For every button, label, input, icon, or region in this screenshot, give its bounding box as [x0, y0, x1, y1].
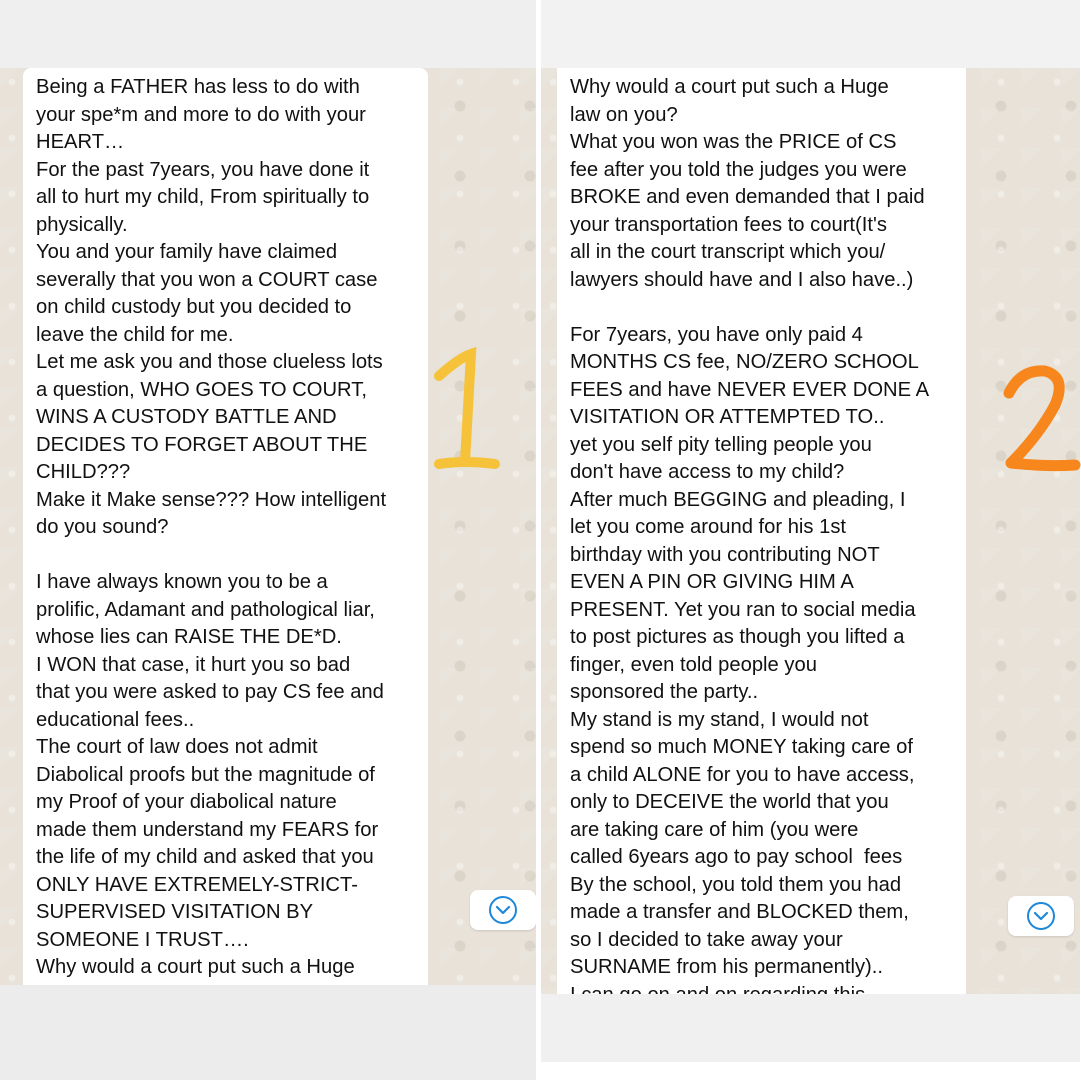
message-line: whose lies can RAISE THE DE*D.	[36, 626, 342, 648]
message-line: I WON that case, it hurt you so bad	[36, 653, 351, 676]
message-line: Why would a court put such a Huge	[570, 76, 889, 98]
message-line: HEART…	[36, 131, 125, 153]
message-line: You and your family have claimed	[36, 241, 338, 263]
message-line: all in the court transcript which you/	[570, 241, 886, 263]
message-line: ONLY HAVE EXTREMELY-STRICT-	[36, 873, 358, 896]
message-line: My stand is my stand, I would not	[570, 708, 869, 731]
message-line: are taking care of him (you were	[570, 818, 859, 841]
message-line: After much BEGGING and pleading, I	[570, 488, 906, 511]
message-line: Why would a court put such a Huge	[36, 956, 355, 978]
message-line	[36, 542, 416, 570]
message-line: that you were asked to pay CS fee and	[36, 681, 384, 703]
top-margin-right	[541, 0, 1080, 68]
message-line: sponsored the party..	[570, 681, 759, 703]
message-line: the life of my child and asked that you	[36, 846, 374, 868]
message-line: educational fees..	[36, 708, 195, 731]
message-line: SOMEONE I TRUST….	[36, 928, 249, 951]
message-line: SURNAME from his permanently)..	[570, 956, 883, 978]
message-line: DECIDES TO FORGET ABOUT THE	[36, 433, 368, 456]
message-line: For the past 7years, you have done it	[36, 158, 370, 181]
message-line: severally that you won a COURT case	[36, 268, 378, 291]
message-bubble-two	[557, 68, 966, 994]
message-line: Diabolical proofs but the magnitude of	[36, 763, 375, 786]
message-line: FEES and have NEVER EVER DONE A	[570, 378, 930, 401]
message-line: birthday with you contributing NOT	[570, 543, 880, 566]
message-line: made them understand my FEARS for	[36, 818, 379, 841]
message-line: so I decided to take away your	[570, 928, 843, 951]
message-line: to post pictures as though you lifted a	[570, 626, 905, 648]
message-line: spend so much MONEY taking care of	[570, 736, 913, 758]
message-line: yet you self pity telling people you	[570, 433, 872, 456]
message-line: BROKE and even demanded that I paid	[570, 186, 925, 208]
chat-panel-one	[0, 68, 536, 985]
message-line: For 7years, you have only paid 4	[570, 323, 863, 346]
message-line: made a transfer and BLOCKED them,	[570, 901, 909, 923]
bottom-margin-left	[0, 985, 536, 1080]
top-margin-left	[0, 0, 536, 68]
message-line: a child ALONE for you to have access,	[570, 763, 915, 786]
scroll-down-button[interactable]	[1008, 896, 1074, 936]
chevron-down-circle-icon	[487, 894, 519, 926]
message-line: let you come around for his 1st	[570, 516, 847, 538]
message-line: I have always known you to be a	[36, 571, 328, 593]
message-line: a question, WHO GOES TO COURT,	[36, 378, 367, 401]
message-line: don't have access to my child?	[570, 461, 845, 483]
message-line: Let me ask you and those clueless lots	[36, 351, 383, 373]
message-line: WINS A CUSTODY BATTLE AND	[36, 406, 337, 428]
chat-panel-two	[541, 68, 1080, 994]
message-line: lawyers should have and I also have..)	[570, 268, 914, 291]
message-line	[570, 294, 954, 322]
message-bubble-one	[23, 68, 428, 985]
message-line: SUPERVISED VISITATION BY	[36, 901, 314, 923]
message-line: By the school, you told them you had	[570, 873, 902, 896]
message-line: only to DECEIVE the world that you	[570, 791, 889, 813]
message-line: PRESENT. Yet you ran to social media	[570, 598, 916, 621]
message-line: law on you?	[570, 103, 678, 126]
scroll-down-button[interactable]	[470, 890, 536, 930]
message-line: What you won was the PRICE of CS	[570, 131, 897, 153]
message-line: prolific, Adamant and pathological liar,	[36, 598, 375, 621]
message-line: VISITATION OR ATTEMPTED TO..	[570, 406, 885, 428]
message-line: finger, even told people you	[570, 653, 817, 676]
message-line: on child custody but you decided to	[36, 296, 352, 318]
message-line: MONTHS CS fee, NO/ZERO SCHOOL	[570, 351, 919, 373]
message-line: Being a FATHER has less to do with	[36, 76, 360, 98]
message-line: CHILD???	[36, 461, 131, 483]
message-line: your transportation fees to court(It's	[570, 213, 887, 236]
chevron-down-circle-icon	[1025, 900, 1057, 932]
number-two-annotation	[991, 363, 1081, 483]
message-line: physically.	[36, 213, 128, 236]
number-one-annotation	[425, 350, 505, 480]
bottom-margin-right	[541, 994, 1080, 1062]
message-line: my Proof of your diabolical nature	[36, 791, 337, 813]
message-line: do you sound?	[36, 516, 169, 538]
message-line: The court of law does not admit	[36, 736, 318, 758]
message-line: leave the child for me.	[36, 323, 234, 346]
message-line: Make it Make sense??? How intelligent	[36, 488, 387, 511]
message-line: called 6years ago to pay school fees	[570, 846, 903, 868]
message-line: your spe*m and more to do with your	[36, 103, 366, 126]
message-line: fee after you told the judges you were	[570, 158, 907, 181]
message-line: EVEN A PIN OR GIVING HIM A	[570, 571, 854, 593]
message-line: all to hurt my child, From spiritually to	[36, 186, 370, 208]
